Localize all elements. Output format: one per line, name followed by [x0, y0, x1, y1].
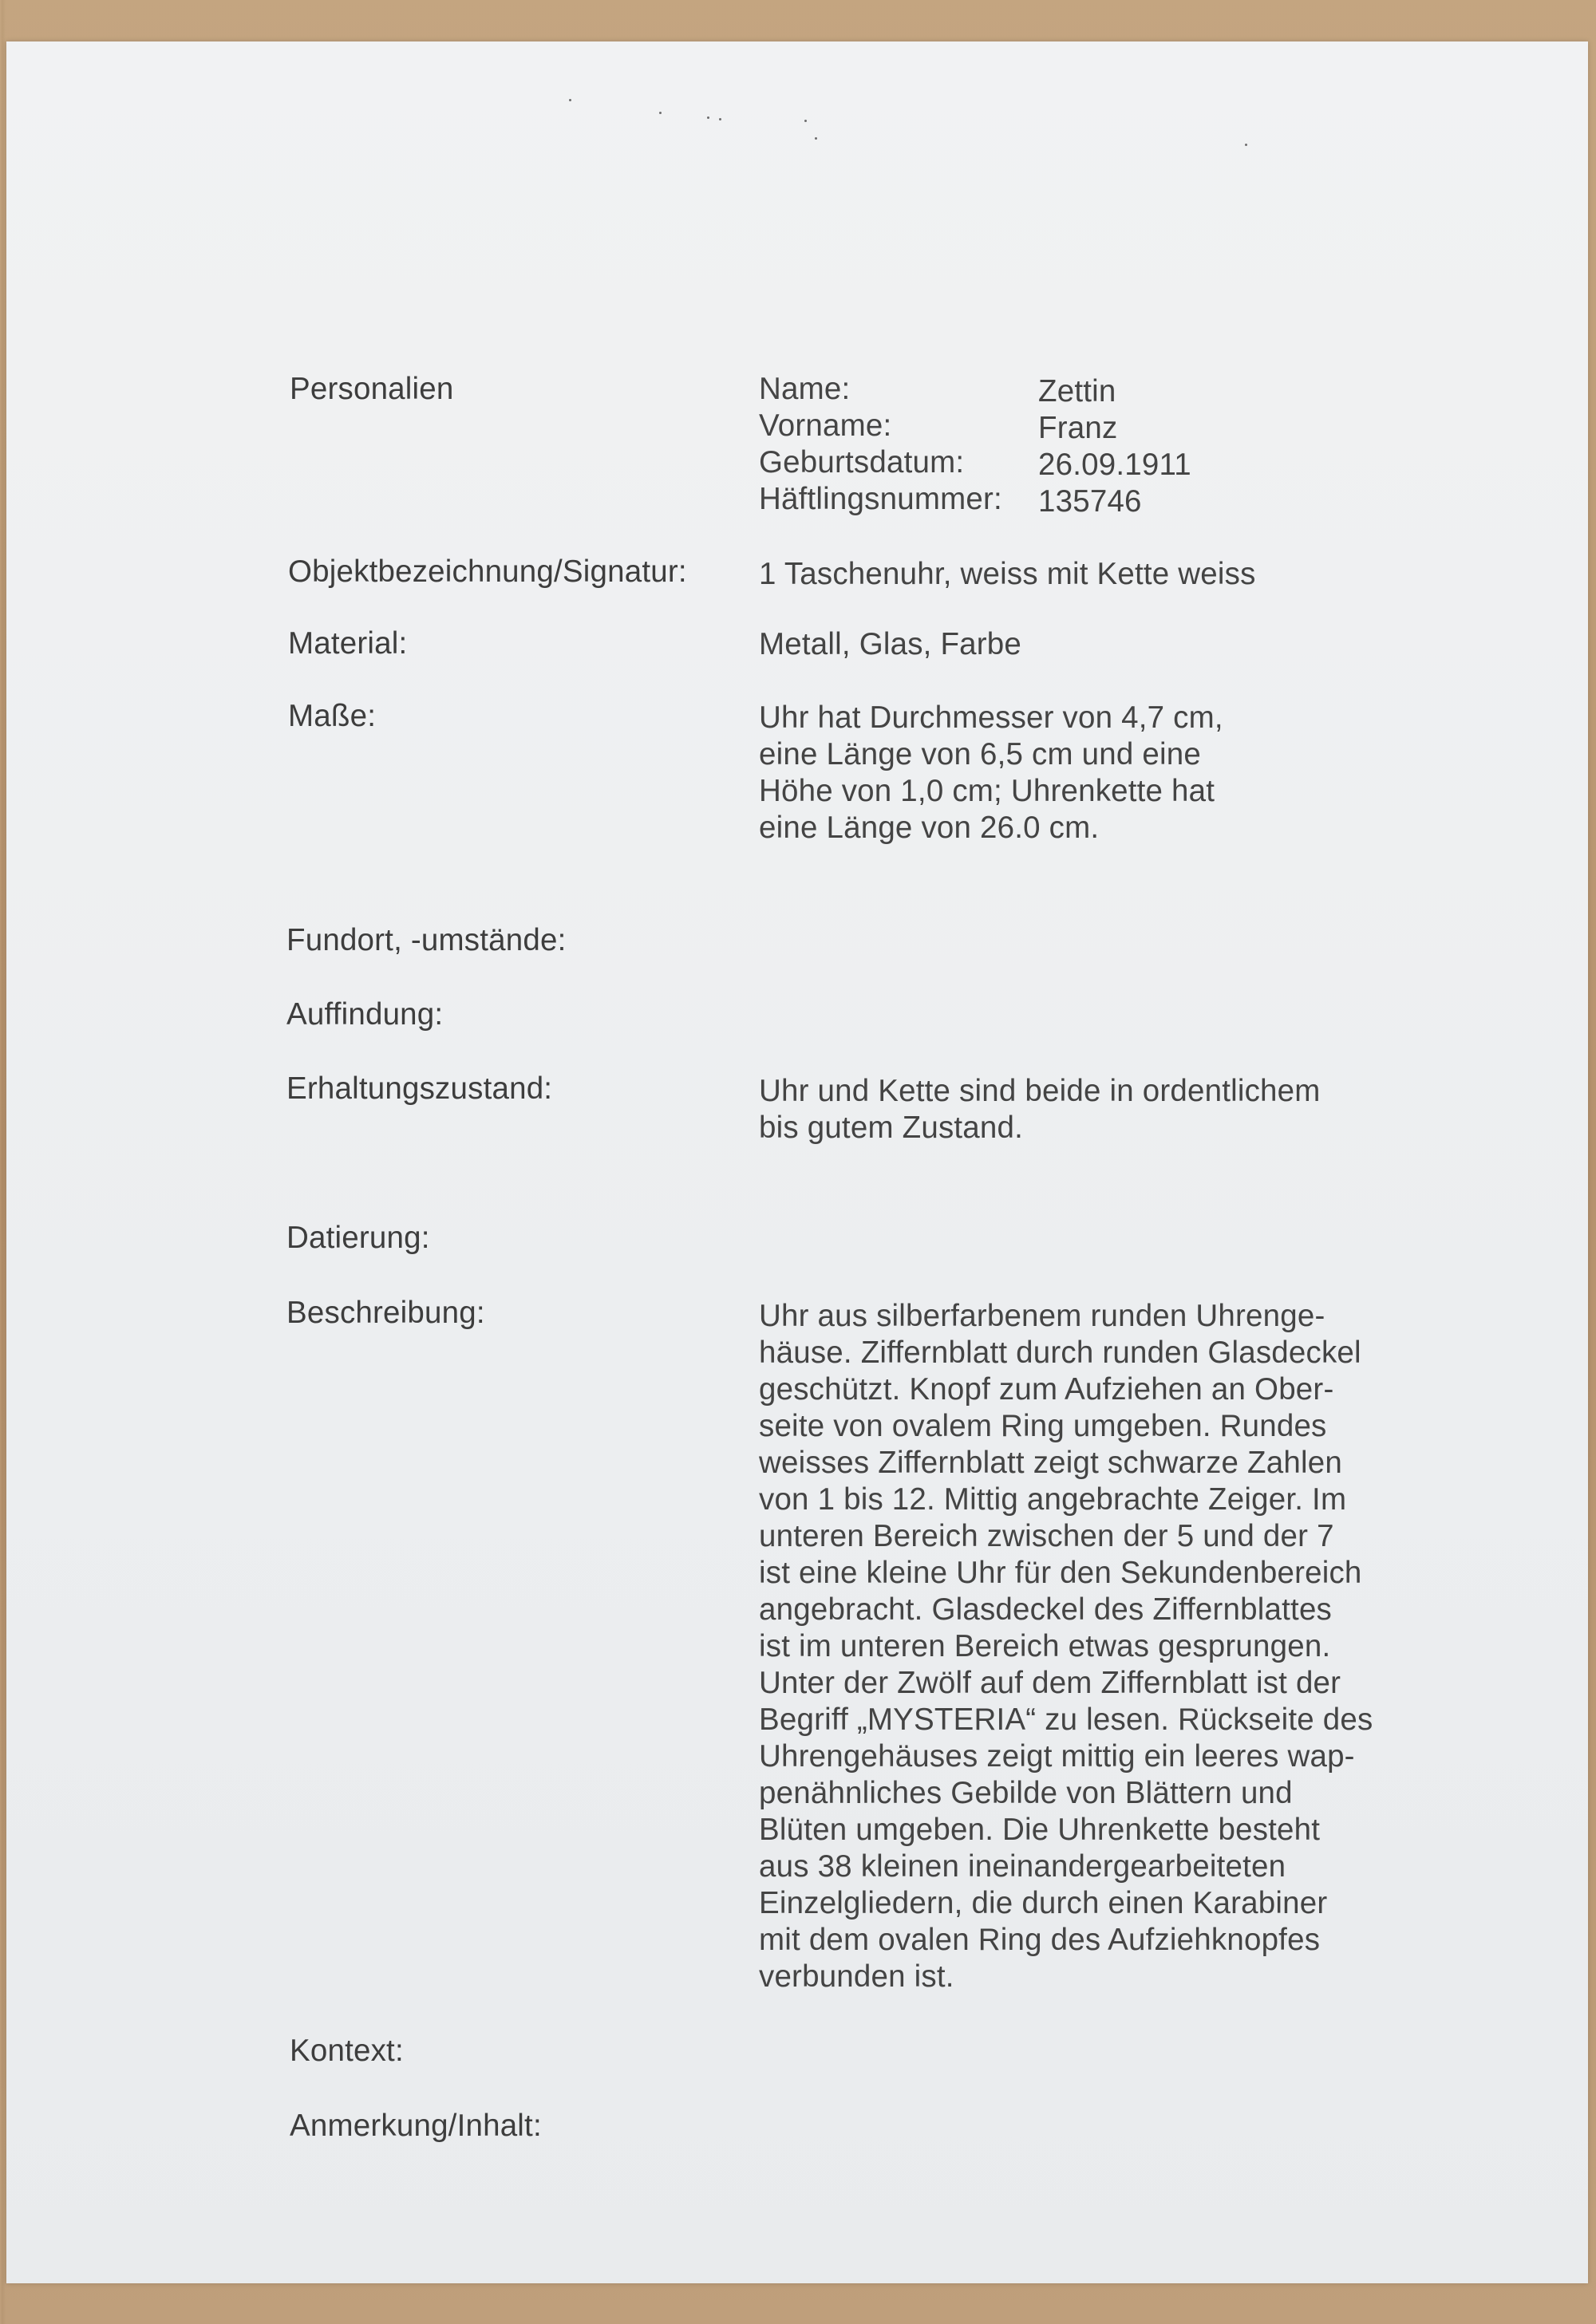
objekt-label: Objektbezeichnung/Signatur:	[288, 554, 687, 589]
vorname-value: Franz	[1038, 411, 1118, 445]
material-label: Material:	[288, 626, 408, 661]
name-label: Name:	[759, 372, 851, 406]
beschreibung-value	[759, 1298, 1373, 1995]
beschreibung-line: Begriff „MYSTERIA“ zu lesen. Rückseite des	[759, 1703, 1373, 1737]
beschreibung-line: mit dem ovalen Ring des Aufziehknopfes	[759, 1923, 1321, 1957]
material-value: Metall, Glas, Farbe	[759, 627, 1022, 661]
beschreibung-line: seite von ovalem Ring umgeben. Rundes	[759, 1409, 1327, 1443]
beschreibung-line: aus 38 kleinen ineinandergearbeiteten	[759, 1849, 1286, 1884]
masse-line: eine Länge von 6,5 cm und eine	[759, 737, 1201, 771]
beschreibung-line: penähnliches Gebilde von Blättern und	[759, 1776, 1293, 1810]
masse-line: Höhe von 1,0 cm; Uhrenkette hat	[759, 774, 1215, 808]
objekt-value: 1 Taschenuhr, weiss mit Kette weiss	[759, 557, 1256, 591]
paper-speck	[569, 99, 571, 101]
erhaltung-line: bis gutem Zustand.	[759, 1111, 1024, 1145]
beschreibung-line: häuse. Ziffernblatt durch runden Glasdeckel	[759, 1336, 1361, 1370]
erhaltung-value	[759, 1073, 1321, 1146]
beschreibung-line: weisses Ziffernblatt zeigt schwarze Zahlen	[759, 1446, 1342, 1480]
kontext-label: Kontext:	[290, 2034, 404, 2068]
haeftlingsnummer-label: Häftlingsnummer:	[759, 482, 1002, 516]
beschreibung-label: Beschreibung:	[286, 1296, 485, 1330]
masse-value	[759, 700, 1223, 846]
paper-speck	[659, 112, 662, 114]
beschreibung-line: Unter der Zwölf auf dem Ziffernblatt ist der	[759, 1666, 1341, 1700]
masse-line: eine Länge von 26.0 cm.	[759, 811, 1100, 845]
vorname-label: Vorname:	[759, 408, 892, 443]
masse-line: Uhr hat Durchmesser von 4,7 cm,	[759, 700, 1223, 735]
auffindung-label: Auffindung:	[286, 997, 444, 1032]
fundort-label: Fundort, -umstände:	[286, 923, 567, 957]
anmerkung-label: Anmerkung/Inhalt:	[290, 2109, 542, 2143]
name-value: Zettin	[1038, 374, 1116, 408]
personalien-label: Personalien	[290, 372, 454, 406]
erhaltung-label: Erhaltungszustand:	[286, 1071, 553, 1106]
document-sheet	[6, 41, 1588, 2283]
beschreibung-line: Blüten umgeben. Die Uhrenkette besteht	[759, 1813, 1321, 1847]
paper-speck	[1245, 144, 1247, 146]
paper-speck	[719, 118, 721, 120]
masse-label: Maße:	[288, 699, 377, 733]
beschreibung-line: Uhr aus silberfarbenem runden Uhrenge-	[759, 1299, 1325, 1333]
beschreibung-line: von 1 bis 12. Mittig angebrachte Zeiger. Im	[759, 1482, 1347, 1517]
paper-speck	[815, 137, 817, 140]
paper-speck	[804, 120, 807, 122]
beschreibung-line: ist eine kleine Uhr für den Sekundenbereich	[759, 1556, 1362, 1590]
haeftlingsnummer-value: 135746	[1038, 484, 1142, 519]
geburtsdatum-label: Geburtsdatum:	[759, 445, 965, 479]
beschreibung-line: verbunden ist.	[759, 1959, 954, 1994]
beschreibung-line: geschützt. Knopf zum Aufziehen an Ober-	[759, 1372, 1334, 1407]
beschreibung-line: Einzelgliedern, die durch einen Karabiner	[759, 1886, 1328, 1920]
beschreibung-line: ist im unteren Bereich etwas gesprungen.	[759, 1629, 1331, 1663]
beschreibung-line: unteren Bereich zwischen der 5 und der 7	[759, 1519, 1334, 1553]
paper-speck	[707, 116, 709, 119]
geburtsdatum-value: 26.09.1911	[1038, 448, 1191, 482]
beschreibung-line: angebracht. Glasdeckel des Ziffernblattes	[759, 1592, 1333, 1627]
beschreibung-line: Uhrengehäuses zeigt mittig ein leeres wap-	[759, 1739, 1355, 1774]
datierung-label: Datierung:	[286, 1221, 430, 1255]
erhaltung-line: Uhr und Kette sind beide in ordentlichem	[759, 1074, 1321, 1108]
